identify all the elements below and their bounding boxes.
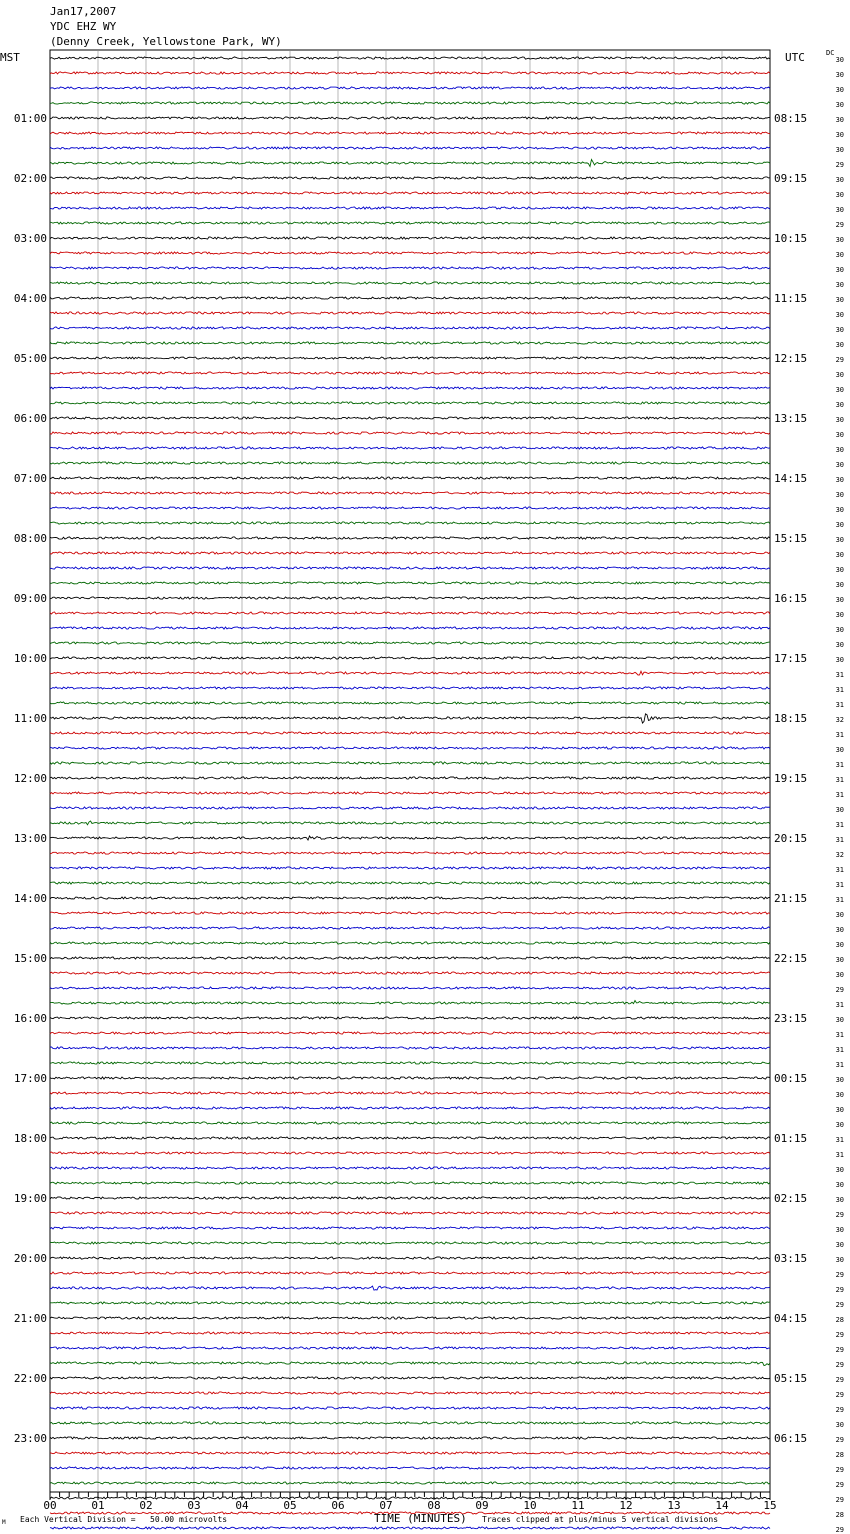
right-hour-label: 02:15	[774, 1192, 808, 1205]
left-hour-label: 09:00	[13, 592, 47, 605]
x-tick-label: 11	[571, 1499, 585, 1512]
trace-row	[50, 192, 770, 194]
row-dc-value: 31	[835, 731, 844, 739]
vertical-division-note: Each Vertical Division = 50.00 microvolts	[20, 1515, 228, 1524]
row-dc-value: 31	[835, 776, 844, 784]
x-tick-label: 05	[283, 1499, 297, 1512]
trace-row	[50, 1452, 770, 1454]
right-hour-label: 01:15	[774, 1132, 808, 1145]
left-hour-label: 22:00	[13, 1372, 47, 1385]
row-dc-value: 30	[835, 386, 844, 394]
left-hour-label: 21:00	[13, 1312, 47, 1325]
row-dc-value: 29	[835, 1361, 844, 1369]
right-hour-label: 23:15	[774, 1012, 808, 1025]
trace-row	[50, 1407, 770, 1409]
trace-row	[50, 882, 770, 884]
left-hour-label: 15:00	[13, 952, 47, 965]
x-tick-label: 15	[763, 1499, 777, 1512]
trace-row	[50, 702, 770, 704]
right-hour-label: 15:15	[774, 532, 808, 545]
trace-row	[50, 1317, 770, 1319]
row-dc-value: 30	[835, 281, 844, 289]
row-dc-value: 30	[835, 101, 844, 109]
left-hour-label: 04:00	[13, 292, 47, 305]
row-dc-value: 30	[835, 506, 844, 514]
row-dc-value: 29	[835, 1406, 844, 1414]
left-hour-label: 17:00	[13, 1072, 47, 1085]
row-dc-value: 30	[835, 971, 844, 979]
left-hour-label: 13:00	[13, 832, 47, 845]
right-hour-label: 19:15	[774, 772, 808, 785]
trace-row	[50, 987, 770, 989]
x-tick-label: 01	[91, 1499, 105, 1512]
x-tick-label: 00	[43, 1499, 57, 1512]
row-dc-value: 31	[835, 866, 844, 874]
trace-row	[50, 792, 770, 794]
trace-row	[50, 1212, 770, 1214]
trace-group	[50, 57, 770, 1534]
row-dc-value: 30	[835, 1016, 844, 1024]
trace-row	[50, 1107, 770, 1109]
row-dc-value: 30	[835, 746, 844, 754]
trace-row	[50, 297, 770, 299]
left-hour-label: 01:00	[13, 112, 47, 125]
row-dc-value: 30	[835, 1121, 844, 1129]
left-hour-label: 16:00	[13, 1012, 47, 1025]
trace-row	[50, 252, 770, 254]
trace-row	[50, 1482, 770, 1484]
row-dc-value: 29	[835, 1436, 844, 1444]
station-code: YDC EHZ WY	[50, 20, 117, 33]
row-dc-value: 30	[835, 1226, 844, 1234]
right-hour-label: 11:15	[774, 292, 808, 305]
trace-row	[50, 342, 770, 344]
trace-row	[50, 507, 770, 509]
time-grid	[50, 50, 770, 1492]
trace-row	[50, 357, 770, 359]
row-dc-value: 31	[835, 1046, 844, 1054]
right-hour-label: 18:15	[774, 712, 808, 725]
row-dc-value: 31	[835, 671, 844, 679]
left-hour-label: 02:00	[13, 172, 47, 185]
right-hour-label: 12:15	[774, 352, 808, 365]
x-tick-label: 12	[619, 1499, 633, 1512]
row-dc-value: 31	[835, 1136, 844, 1144]
row-dc-value: 29	[835, 986, 844, 994]
row-dc-value: 29	[835, 1346, 844, 1354]
trace-row	[50, 312, 770, 314]
row-dc-value: 31	[835, 1031, 844, 1039]
row-dc-value: 30	[835, 1106, 844, 1114]
row-dc-value: 31	[835, 1151, 844, 1159]
trace-row	[50, 1242, 770, 1244]
x-tick-label: 13	[667, 1499, 681, 1512]
left-hour-label: 10:00	[13, 652, 47, 665]
row-dc-value: 28	[835, 1511, 844, 1519]
trace-row	[50, 912, 770, 914]
trace-row	[50, 282, 770, 284]
right-hour-label: 22:15	[774, 952, 808, 965]
x-tick-label: 10	[523, 1499, 537, 1512]
row-dc-value: 30	[835, 956, 844, 964]
trace-row	[50, 72, 770, 74]
axis-labels	[14, 56, 844, 1534]
trace-row	[50, 1422, 770, 1424]
row-dc-value: 29	[835, 1211, 844, 1219]
trace-row	[50, 957, 770, 959]
trace-row	[50, 1527, 770, 1529]
corner-mark: M	[2, 1519, 6, 1526]
trace-row	[50, 642, 770, 644]
row-dc-value: 30	[835, 1181, 844, 1189]
trace-row	[50, 1152, 770, 1154]
trace-row	[50, 927, 770, 929]
left-hour-label: 12:00	[13, 772, 47, 785]
trace-row	[50, 1092, 770, 1094]
row-dc-value: 31	[835, 881, 844, 889]
trace-row	[50, 1167, 770, 1169]
row-dc-value: 31	[835, 701, 844, 709]
trace-row	[50, 1302, 770, 1304]
left-hour-label: 14:00	[13, 892, 47, 905]
row-dc-value: 30	[835, 611, 844, 619]
trace-row	[50, 417, 770, 419]
row-dc-value: 30	[835, 176, 844, 184]
row-dc-value: 30	[835, 596, 844, 604]
trace-row	[50, 1362, 770, 1366]
row-dc-value: 30	[835, 476, 844, 484]
trace-row	[50, 687, 770, 689]
right-timezone-label: UTC	[785, 51, 805, 64]
row-dc-value: 30	[835, 416, 844, 424]
x-tick-label: 06	[331, 1499, 345, 1512]
row-dc-value: 30	[835, 566, 844, 574]
row-dc-value: 30	[835, 116, 844, 124]
x-axis-title: TIME (MINUTES)	[374, 1512, 467, 1525]
row-dc-value: 30	[835, 536, 844, 544]
row-dc-value: 30	[835, 806, 844, 814]
trace-row	[50, 1182, 770, 1184]
row-dc-value: 30	[835, 251, 844, 259]
plot-date: Jan17,2007	[50, 5, 117, 18]
left-hour-label: 23:00	[13, 1432, 47, 1445]
row-dc-value: 28	[835, 1451, 844, 1459]
row-dc-value: 30	[835, 401, 844, 409]
trace-row	[50, 1467, 770, 1469]
trace-row	[50, 432, 770, 434]
row-dc-value: 29	[835, 1391, 844, 1399]
row-dc-value: 30	[835, 581, 844, 589]
trace-row	[50, 522, 770, 524]
right-hour-label: 20:15	[774, 832, 808, 845]
left-hour-label: 20:00	[13, 1252, 47, 1265]
trace-row	[50, 372, 770, 374]
right-hour-label: 08:15	[774, 112, 808, 125]
left-hour-label: 03:00	[13, 232, 47, 245]
trace-row	[50, 1062, 770, 1064]
row-dc-value: 30	[835, 191, 844, 199]
row-dc-value: 30	[835, 131, 844, 139]
row-dc-value: 30	[835, 236, 844, 244]
row-dc-value: 29	[835, 221, 844, 229]
right-hour-label: 00:15	[774, 1072, 808, 1085]
trace-row	[50, 821, 770, 825]
right-hour-label: 09:15	[774, 172, 808, 185]
trace-row	[50, 387, 770, 389]
trace-row	[50, 1377, 770, 1379]
trace-row	[50, 1077, 770, 1079]
trace-row	[50, 567, 770, 569]
trace-row	[50, 612, 770, 614]
trace-row	[50, 657, 770, 659]
trace-row	[50, 1497, 770, 1499]
right-hour-label: 10:15	[774, 232, 808, 245]
trace-row	[50, 207, 770, 209]
row-dc-value: 29	[835, 1301, 844, 1309]
x-tick-label: 09	[475, 1499, 489, 1512]
trace-row	[50, 132, 770, 134]
row-dc-value: 29	[835, 1496, 844, 1504]
trace-row	[50, 627, 770, 629]
trace-row	[50, 177, 770, 179]
row-dc-value: 30	[835, 551, 844, 559]
right-hour-label: 13:15	[774, 412, 808, 425]
row-dc-value: 30	[835, 1166, 844, 1174]
right-hour-label: 05:15	[774, 1372, 808, 1385]
row-dc-value: 28	[835, 1316, 844, 1324]
row-dc-value: 29	[835, 1271, 844, 1279]
row-dc-value: 30	[835, 521, 844, 529]
right-hour-label: 03:15	[774, 1252, 808, 1265]
trace-row	[50, 1137, 770, 1139]
trace-row	[50, 852, 770, 854]
trace-row	[50, 867, 770, 869]
trace-row	[50, 1286, 770, 1290]
row-dc-value: 30	[835, 911, 844, 919]
right-hour-label: 14:15	[774, 472, 808, 485]
dc-column-label: DC	[826, 49, 835, 57]
row-dc-value: 30	[835, 326, 844, 334]
left-hour-label: 18:00	[13, 1132, 47, 1145]
x-tick-label: 07	[379, 1499, 393, 1512]
x-tick-label: 02	[139, 1499, 153, 1512]
trace-row	[50, 1392, 770, 1394]
row-dc-value: 30	[835, 1196, 844, 1204]
trace-row	[50, 714, 770, 723]
row-dc-value: 30	[835, 941, 844, 949]
right-hour-label: 04:15	[774, 1312, 808, 1325]
row-dc-value: 29	[835, 1526, 844, 1534]
row-dc-value: 31	[835, 791, 844, 799]
trace-row	[50, 117, 770, 119]
row-dc-value: 30	[835, 86, 844, 94]
x-axis-ticks	[50, 1492, 770, 1500]
right-hour-label: 06:15	[774, 1432, 808, 1445]
trace-row	[50, 1272, 770, 1274]
trace-row	[50, 462, 770, 464]
row-dc-value: 30	[835, 626, 844, 634]
row-dc-value: 32	[835, 716, 844, 724]
row-dc-value: 31	[835, 821, 844, 829]
x-tick-label: 03	[187, 1499, 201, 1512]
trace-row	[50, 747, 770, 749]
trace-row	[50, 1437, 770, 1439]
row-dc-value: 30	[835, 296, 844, 304]
row-dc-value: 30	[835, 1421, 844, 1429]
trace-row	[50, 147, 770, 149]
trace-row	[50, 597, 770, 599]
right-hour-label: 17:15	[774, 652, 808, 665]
trace-row	[50, 57, 770, 59]
row-dc-value: 30	[835, 1256, 844, 1264]
station-location: (Denny Creek, Yellowstone Park, WY)	[50, 35, 282, 48]
trace-row	[50, 1122, 770, 1124]
row-dc-value: 30	[835, 491, 844, 499]
trace-row	[50, 897, 770, 899]
clip-note: Traces clipped at plus/minus 5 vertical divisions	[482, 1515, 719, 1524]
trace-row	[50, 327, 770, 329]
trace-row	[50, 1047, 770, 1049]
row-dc-value: 31	[835, 836, 844, 844]
trace-row	[50, 1347, 770, 1349]
row-dc-value: 30	[835, 1091, 844, 1099]
trace-row	[50, 582, 770, 584]
row-dc-value: 29	[835, 1376, 844, 1384]
trace-row	[50, 537, 770, 539]
trace-row	[50, 267, 770, 269]
row-dc-value: 29	[835, 1286, 844, 1294]
row-dc-value: 31	[835, 1061, 844, 1069]
x-tick-label: 14	[715, 1499, 729, 1512]
trace-row	[50, 102, 770, 104]
row-dc-value: 31	[835, 761, 844, 769]
trace-row	[50, 402, 770, 404]
row-dc-value: 31	[835, 686, 844, 694]
row-dc-value: 30	[835, 341, 844, 349]
row-dc-value: 29	[835, 356, 844, 364]
row-dc-value: 30	[835, 56, 844, 64]
row-dc-value: 30	[835, 641, 844, 649]
trace-row	[50, 492, 770, 494]
trace-row	[50, 552, 770, 554]
trace-row	[50, 1017, 770, 1019]
row-dc-value: 30	[835, 926, 844, 934]
trace-row	[50, 671, 770, 675]
trace-row	[50, 732, 770, 734]
trace-row	[50, 237, 770, 239]
row-dc-value: 31	[835, 1001, 844, 1009]
right-hour-label: 16:15	[774, 592, 808, 605]
trace-row	[50, 87, 770, 89]
x-tick-label: 08	[427, 1499, 441, 1512]
row-dc-value: 30	[835, 1076, 844, 1084]
row-dc-value: 32	[835, 851, 844, 859]
trace-row	[50, 159, 770, 166]
row-dc-value: 30	[835, 206, 844, 214]
left-hour-label: 07:00	[13, 472, 47, 485]
row-dc-value: 29	[835, 1466, 844, 1474]
trace-row	[50, 1227, 770, 1229]
row-dc-value: 29	[835, 161, 844, 169]
trace-row	[50, 1332, 770, 1334]
row-dc-value: 30	[835, 656, 844, 664]
x-tick-label: 04	[235, 1499, 249, 1512]
row-dc-value: 30	[835, 371, 844, 379]
right-hour-label: 21:15	[774, 892, 808, 905]
row-dc-value: 30	[835, 71, 844, 79]
trace-row	[50, 477, 770, 479]
row-dc-value: 30	[835, 1241, 844, 1249]
trace-row	[50, 447, 770, 449]
row-dc-value: 31	[835, 896, 844, 904]
row-dc-value: 30	[835, 431, 844, 439]
row-dc-value: 30	[835, 461, 844, 469]
plot-frame	[50, 50, 770, 1492]
trace-row	[50, 942, 770, 945]
row-dc-value: 30	[835, 266, 844, 274]
trace-row	[50, 836, 770, 840]
trace-row	[50, 1197, 770, 1199]
trace-row	[50, 777, 770, 779]
row-dc-value: 30	[835, 446, 844, 454]
left-hour-label: 11:00	[13, 712, 47, 725]
row-dc-value: 29	[835, 1331, 844, 1339]
trace-row	[50, 1032, 770, 1034]
trace-row	[50, 972, 770, 974]
left-hour-label: 06:00	[13, 412, 47, 425]
trace-row	[50, 222, 770, 224]
left-hour-label: 05:00	[13, 352, 47, 365]
row-dc-value: 29	[835, 1481, 844, 1489]
left-hour-label: 19:00	[13, 1192, 47, 1205]
row-dc-value: 30	[835, 311, 844, 319]
trace-row	[50, 807, 770, 809]
trace-row	[50, 762, 770, 765]
left-timezone-label: MST	[0, 51, 20, 64]
left-hour-label: 08:00	[13, 532, 47, 545]
trace-row	[50, 1001, 770, 1005]
trace-row	[50, 1257, 770, 1259]
row-dc-value: 30	[835, 146, 844, 154]
